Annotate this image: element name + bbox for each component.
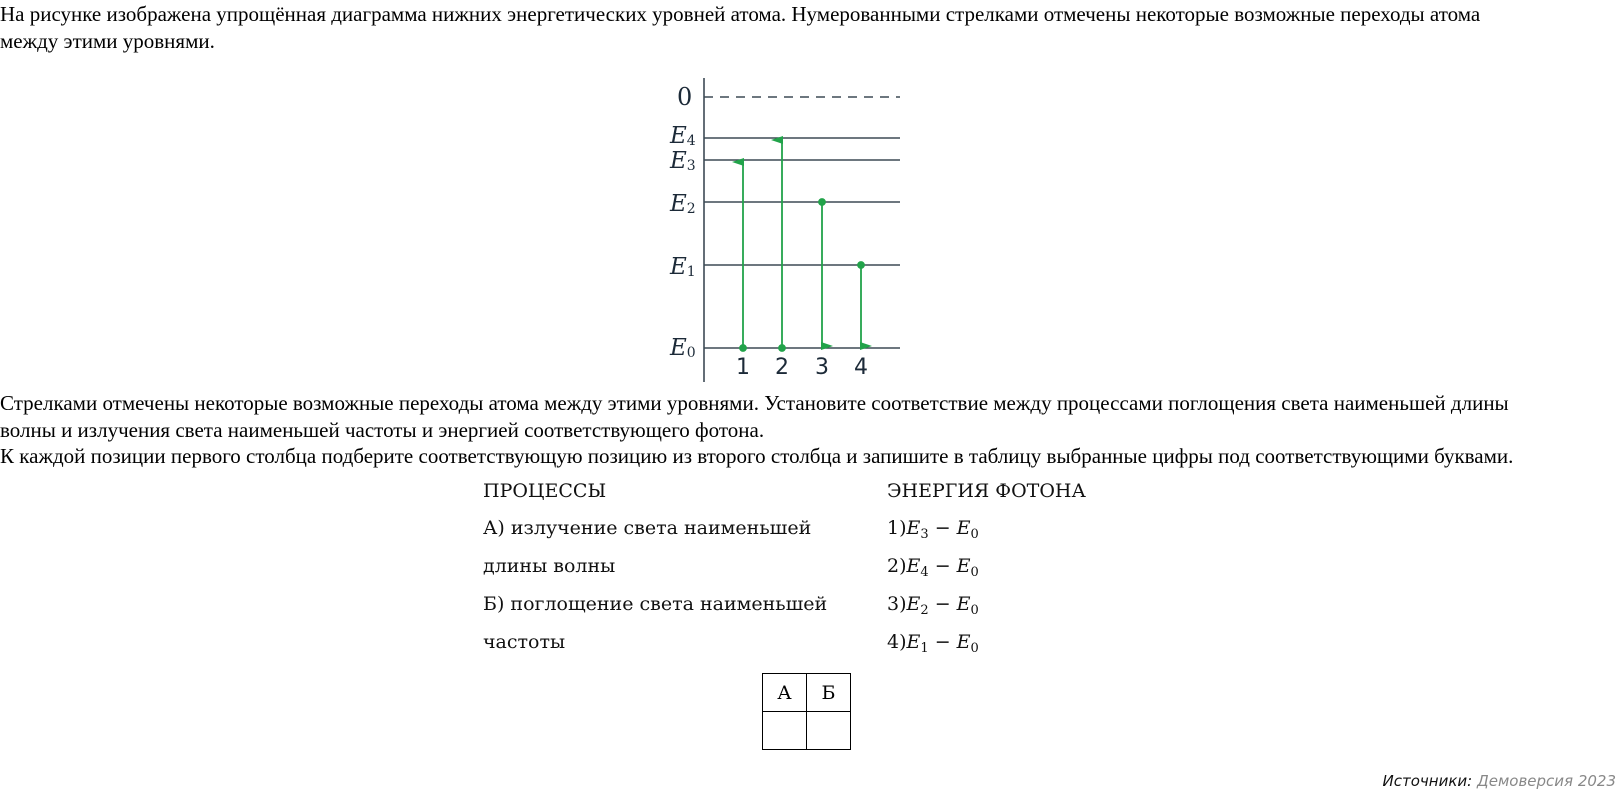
- process-b-line2: частоты: [483, 631, 566, 653]
- label-e3: E3: [670, 148, 696, 174]
- symbol: E: [906, 555, 921, 577]
- symbol: E: [906, 593, 921, 615]
- task-instruction: Стрелками отмечены некоторые возможные переходы атома между этими уровнями. Установите соответствие между процессами поглощения света наименьшей длины волны и излучения света наименьшей частоты и энергией соответствующего фотона.: [0, 391, 1509, 442]
- answer-cell-b[interactable]: [807, 712, 851, 750]
- symbol: E: [906, 631, 921, 653]
- symbol: E: [906, 517, 921, 539]
- sources: [1383, 772, 1616, 790]
- symbol: E: [956, 517, 971, 539]
- option-number: 1): [887, 517, 907, 539]
- task-matching-instruction: К каждой позиции первого столбца подберите соответствующую позицию из второго столбца и запишите в таблицу выбранные цифры под соответствующими буквами.: [0, 444, 1514, 468]
- subscript: 0: [970, 603, 979, 618]
- energy-level-diagram: [660, 70, 920, 390]
- answer-cell-a[interactable]: [763, 712, 807, 750]
- transition-number-1: 1: [736, 355, 750, 380]
- operator: −: [928, 631, 957, 653]
- intro-text: На рисунке изображена упрощённая диаграмма нижних энергетических уровней атома. Нумерованными стрелками отмечены некоторые возможные переходы атома между этими уровнями.: [0, 2, 1481, 53]
- subscript: 0: [970, 641, 979, 656]
- process-a-line1: А) излучение света наименьшей: [483, 517, 812, 539]
- transition-number-2: 2: [775, 355, 789, 380]
- energy-option-4: [887, 631, 979, 656]
- process-b-line1: Б) поглощение света наименьшей: [483, 593, 828, 615]
- label-e1: E1: [670, 254, 696, 280]
- subscript: 0: [970, 527, 979, 542]
- label-e0: E0: [670, 335, 696, 361]
- option-number: 3): [887, 593, 907, 615]
- photon-energy-header: ЭНЕРГИЯ ФОТОНА: [887, 480, 1086, 502]
- label-e2: E2: [670, 191, 696, 217]
- processes-header: ПРОЦЕССЫ: [483, 480, 607, 502]
- subscript: 2: [920, 603, 929, 618]
- energy-option-3: [887, 593, 979, 618]
- operator: −: [928, 555, 957, 577]
- answer-table: [762, 673, 851, 750]
- subscript: 0: [970, 565, 979, 580]
- option-number: 4): [887, 631, 907, 653]
- option-number: 2): [887, 555, 907, 577]
- operator: −: [928, 593, 957, 615]
- symbol: E: [956, 593, 971, 615]
- energy-option-2: [887, 555, 979, 580]
- transition-number-3: 3: [815, 355, 829, 380]
- subscript: 4: [920, 565, 929, 580]
- symbol: E: [956, 555, 971, 577]
- answer-header-a: А: [763, 674, 807, 712]
- subscript: 3: [920, 527, 929, 542]
- operator: −: [928, 517, 957, 539]
- symbol: E: [956, 631, 971, 653]
- label-e4: E4: [670, 123, 696, 149]
- sources-value[interactable]: Демоверсия 2023: [1477, 772, 1616, 790]
- sources-label: Источники:: [1382, 772, 1473, 790]
- subscript: 1: [920, 641, 929, 656]
- process-a-line2: длины волны: [483, 555, 616, 577]
- answer-header-b: Б: [807, 674, 851, 712]
- transition-number-4: 4: [854, 355, 868, 380]
- label-zero: 0: [677, 83, 693, 111]
- energy-option-1: [887, 517, 979, 542]
